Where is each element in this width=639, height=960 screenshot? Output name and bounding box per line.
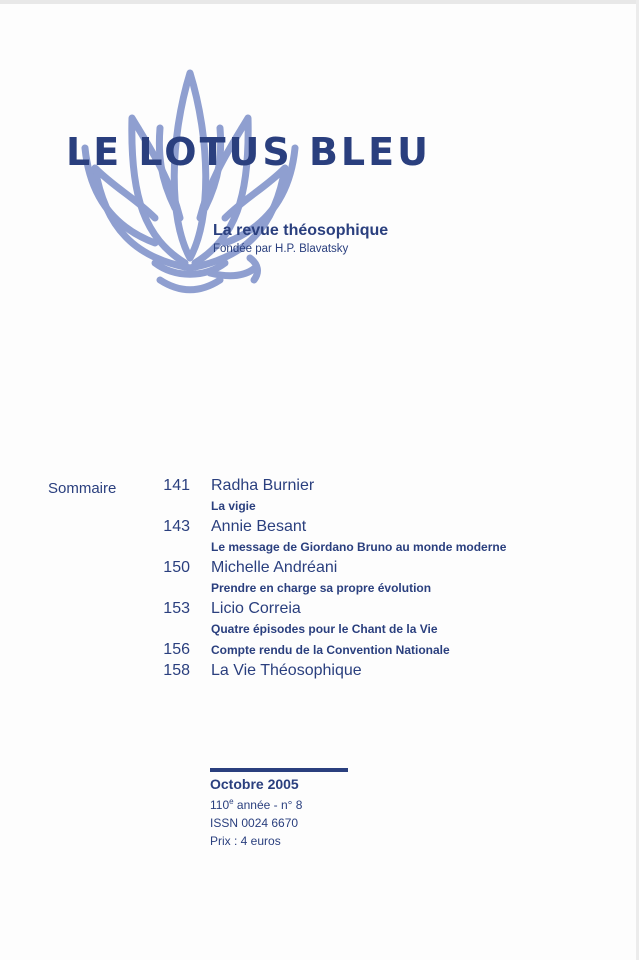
toc-entry xyxy=(150,600,550,621)
issue-date: Octobre 2005 xyxy=(210,776,299,792)
year-number: 110 xyxy=(210,798,230,812)
toc-page-number: 156 xyxy=(163,641,190,658)
table-of-contents xyxy=(150,477,550,683)
issue-year-number xyxy=(210,793,348,814)
price: Prix : 4 euros xyxy=(210,834,281,848)
toc-entry-article xyxy=(150,539,550,559)
issue-divider xyxy=(210,768,348,772)
toc-article-title: Compte rendu de la Convention Nationale xyxy=(211,643,450,657)
toc-author: Licio Correia xyxy=(211,600,301,617)
year-rest: année - n° 8 xyxy=(233,798,303,812)
toc-entry xyxy=(150,641,550,662)
toc-page-number: 143 xyxy=(163,518,190,535)
magazine-subtitle: La revue théosophique xyxy=(213,222,389,239)
toc-article-title: Le message de Giordano Bruno au monde moderne xyxy=(211,540,507,554)
toc-entry xyxy=(150,518,550,539)
toc-entry-article xyxy=(150,580,550,600)
toc-article-title: Prendre en charge sa propre évolution xyxy=(211,581,432,595)
founder-line: Fondée par H.P. Blavatsky xyxy=(213,243,349,255)
toc-article-title: Quatre épisodes pour le Chant de la Vie xyxy=(211,622,438,636)
toc-entry-article xyxy=(150,498,550,518)
page-top-edge xyxy=(0,0,639,4)
toc-entry xyxy=(150,559,550,580)
toc-page-number: 141 xyxy=(163,477,190,494)
toc-article-title: La vigie xyxy=(211,499,256,513)
magazine-title: LE LOTUS BLEU xyxy=(66,130,431,174)
toc-page-number: 150 xyxy=(163,559,190,576)
toc-entry-article xyxy=(150,621,550,641)
contents-label: Sommaire xyxy=(48,480,117,497)
toc-page-number: 153 xyxy=(163,600,190,617)
toc-author: Annie Besant xyxy=(211,518,307,535)
toc-author: Radha Burnier xyxy=(211,477,315,494)
toc-author: Michelle Andréani xyxy=(211,559,338,576)
issn: ISSN 0024 6670 xyxy=(210,816,299,830)
issue-info xyxy=(210,768,348,850)
toc-page-number: 158 xyxy=(163,662,190,679)
lotus-logo-icon xyxy=(60,58,320,298)
toc-entry xyxy=(150,662,550,683)
toc-entry xyxy=(150,477,550,498)
year-suffix: e xyxy=(229,797,234,806)
toc-author: La Vie Théosophique xyxy=(211,662,362,679)
